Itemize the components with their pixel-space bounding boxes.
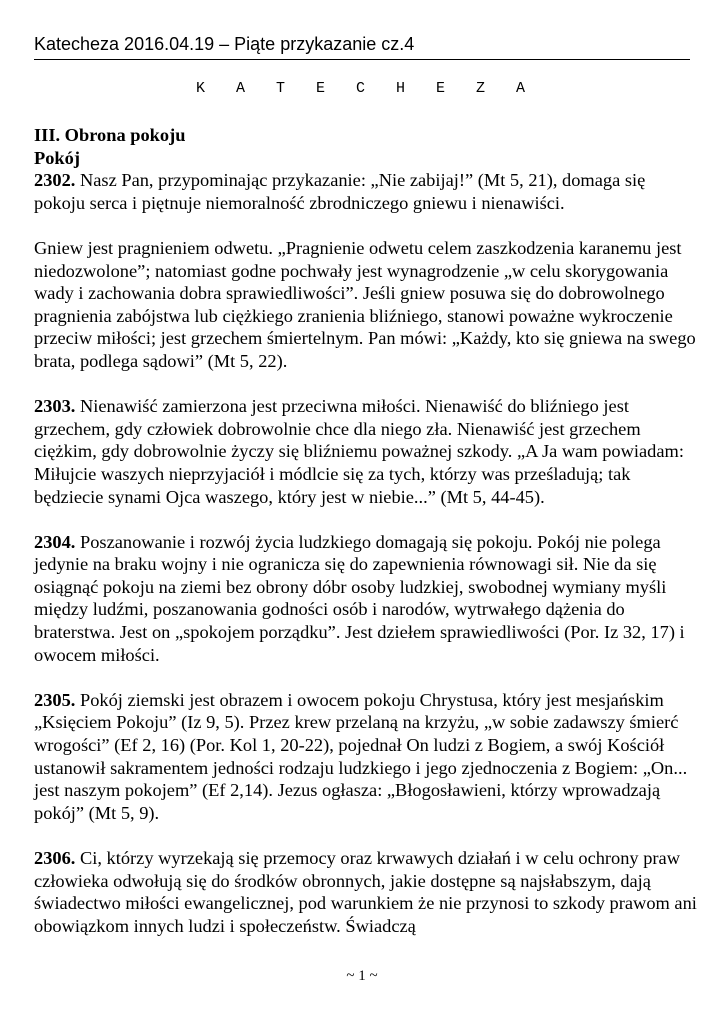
paragraph-2305 (34, 689, 698, 825)
paragraph-text: Poszanowanie i rozwój życia ludzkiego domagają się pokoju. Pokój nie polega jedynie na braku wojny i nie ogranicza się do zapewnienia równowagi sił. Nie da się osiągnąć pokoju na ziemi bez obrony dóbr osoby ludzkiej, swobodnej wymiany myśli między ludźmi, poszanowania godności osób i narodów, wytrwałego dążenia do braterstwa. Jest on „spokojem porządku”. Jest dziełem sprawiedliwości (Por. Iz 32, 17) i owocem miłości. (34, 531, 685, 665)
paragraph-2302 (34, 169, 698, 214)
paragraph-number: 2302. (34, 170, 76, 191)
paragraph-gniew (34, 237, 698, 373)
paragraph-number: 2304. (34, 531, 76, 552)
paragraph-number: 2306. (34, 848, 76, 868)
page-number: ~ 1 ~ (346, 968, 378, 984)
paragraph-text: Ci, którzy wyrzekają się przemocy oraz krwawych działań i w celu ochrony praw człowieka odwołują się do środków obronnych, jakie dostępne są najsłabszym, dają świadectwo miłości ewangelicznej, pod warunkiem że nie przynosi to szkody prawom ani obowiązkom innych ludzi i społeczeństw. Świadczą (34, 848, 697, 936)
paragraph-text: Gniew jest pragnieniem odwetu. „Pragnienie odwetu celem zaszkodzenia karanemu jest niedozwolone”; natomiast godne pochwały jest wynagrodzenie „w celu skorygowania wady i zachowania dobra sprawiedliwości”. Jeśli gniew posuwa się do dobrowolnego pragnienia zabójstwa lub ciężkiego zranienia bliźniego, stanowi poważne wykroczenie przeciw miłości; jest grzechem śmiertelnym. Pan mówi: „Każdy, kto się gniewa na swego brata, podlega sądowi” (Mt 5, 22). (34, 237, 696, 371)
paragraph-2304 (34, 531, 698, 667)
paragraph-2306 (34, 847, 698, 937)
document-title: K A T E C H E Z A (195, 80, 537, 97)
paragraph-text: Nasz Pan, przypominając przykazanie: „Nie zabijaj!” (Mt 5, 21), domaga się pokoju serca i piętnuje niemoralność zbrodniczego gniewu i nienawiści. (34, 170, 646, 213)
paragraph-text: Nienawiść zamierzona jest przeciwna miłości. Nienawiść do bliźniego jest grzechem, gdy człowiek dobrowolnie chce dla niego zła. Nienawiść jest grzechem ciężkim, gdy dobrowolnie życzy się bliźniemu poważnej szkody. „A Ja wam powiadam: Miłujcie waszych nieprzyjaciół i módlcie się za tych, którzy was prześladują; tak będziecie synami Ojca waszego, który jest w niebie...” (Mt 5, 44-45). (34, 396, 684, 507)
paragraph-number: 2305. (34, 689, 76, 710)
page-header: Katecheza 2016.04.19 – Piąte przykazanie cz.4 (34, 34, 415, 54)
section-subheading: Pokój (34, 147, 80, 168)
paragraph-text: Pokój ziemski jest obrazem i owocem pokoju Chrystusa, który jest mesjańskim „Księciem Pokoju” (Iz 9, 5). Przez krew przelaną na krzyżu, „w sobie zadawszy śmierć wrogości” (Ef 2, 16) (Por. Kol 1, 20-22), pojednał On ludzi z Bogiem, a swój Kościół ustanowił sakramentem jedności rodzaju ludzkiego i jego zjednoczenia z Bogiem: „On... jest naszym pokojem” (Ef 2,14). Jezus ogłasza: „Błogosławieni, którzy wprowadzają pokój” (Mt 5, 9). (34, 689, 688, 823)
section-heading: III. Obrona pokoju (34, 125, 186, 145)
document-body (34, 124, 698, 960)
paragraph-2303 (34, 395, 698, 508)
paragraph-number: 2303. (34, 396, 76, 417)
header-divider (34, 59, 690, 60)
